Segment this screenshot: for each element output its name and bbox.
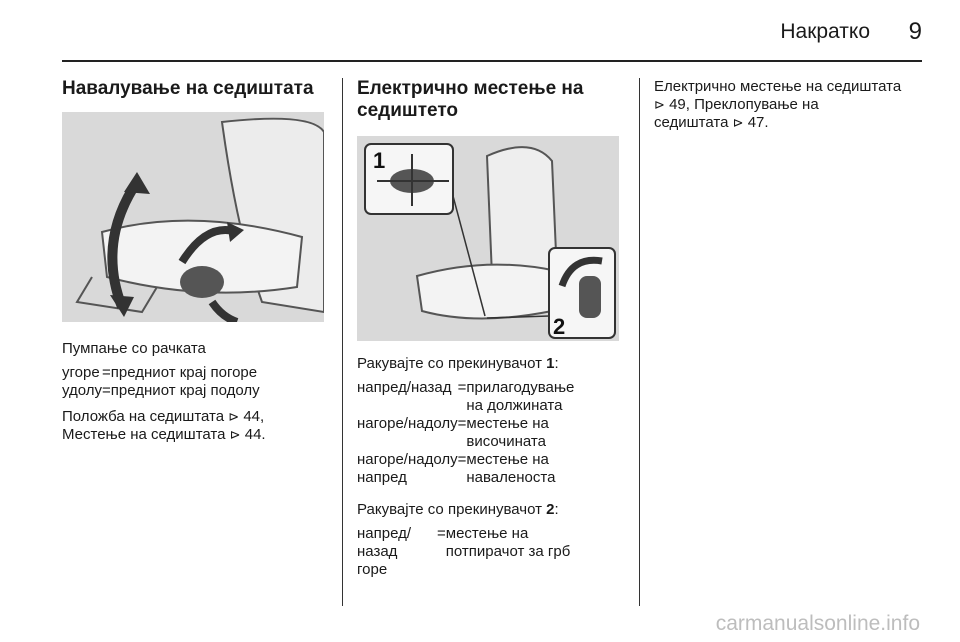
definition-row: [357, 415, 574, 451]
definition-row: [62, 382, 260, 400]
definition-equals: =: [437, 525, 446, 542]
ref-page[interactable]: 44,: [243, 408, 265, 425]
term-line: напред: [357, 469, 407, 486]
ref-text: Преклопување на: [694, 96, 819, 113]
definition-desc: [466, 415, 574, 451]
intro-colon: :: [554, 501, 559, 518]
section-heading-tilt: Навалување на седиштата: [62, 78, 314, 99]
ref-text: Електрично местење на седиштата: [654, 78, 902, 95]
definition-equals: =: [457, 415, 467, 432]
definition-desc: [466, 451, 574, 487]
definition-term: угоре: [62, 364, 100, 381]
switch-number: 1: [546, 355, 555, 372]
intro-colon: :: [554, 355, 559, 372]
intro-text: Ракувајте со прекинувачот: [357, 501, 542, 518]
ref-text: Положба на седиштата: [62, 408, 225, 425]
definition-desc: предниот крај погоре: [110, 364, 258, 381]
term-line: нагоре/надолу: [357, 451, 458, 468]
definition-term: нагоре/надолу: [357, 415, 458, 432]
definition-desc: предниот крај подолу: [110, 382, 260, 399]
definition-equals: =: [457, 379, 467, 396]
ref-page[interactable]: 49,: [669, 96, 690, 113]
desc-line: височината: [466, 433, 546, 450]
column-2: [357, 78, 625, 579]
electric-seat-drawing: [357, 136, 619, 341]
ref-page[interactable]: 47.: [747, 114, 769, 131]
ref-text: седиштата: [654, 114, 729, 131]
page-reference-icon: ⊳: [229, 427, 241, 442]
definition-desc: [466, 379, 574, 415]
definition-equals: =: [457, 451, 467, 468]
seat-tilt-illustration: [62, 112, 324, 322]
desc-line: местење на: [466, 415, 549, 432]
heading-line: седиштето: [357, 100, 458, 121]
desc-line: наваленоста: [466, 469, 556, 486]
definition-term: удолу: [62, 382, 103, 399]
column-divider-1: [342, 78, 343, 606]
column-divider-2: [639, 78, 640, 606]
page-number: 9: [908, 18, 922, 45]
intro-text: Ракувајте со прекинувачот: [357, 355, 542, 372]
figure-label-1: 1: [373, 148, 386, 173]
definition-table: [62, 364, 260, 400]
definition-equals: =: [102, 382, 111, 399]
figure-caption: Пумпање со рачката: [62, 340, 206, 357]
cross-reference-paragraph: [654, 78, 929, 132]
desc-line: прилагодување: [466, 379, 575, 396]
definition-term: [357, 525, 437, 579]
ref-text: Местење на седиштата: [62, 426, 226, 443]
column-3: [654, 78, 929, 132]
footer-watermark: carmanualsonline.info: [715, 612, 920, 635]
switch2-intro: [357, 501, 625, 519]
term-line: горе: [357, 561, 388, 578]
definition-term: напред/назад: [357, 379, 452, 396]
switch1-definition-table: [357, 379, 574, 487]
switch1-intro: [357, 355, 625, 373]
switch2-definition-table: [357, 525, 570, 579]
running-header: Накратко: [780, 20, 870, 43]
desc-line: на должината: [466, 397, 563, 414]
term-line: напред/: [357, 525, 412, 542]
term-line: назад: [357, 543, 398, 560]
definition-row: [357, 379, 574, 415]
switch-number: 2: [546, 501, 555, 518]
definition-row: [357, 451, 574, 487]
heading-line: Електрично местење на: [357, 78, 584, 99]
definition-row: [62, 364, 260, 382]
desc-line: потпирачот за грб: [445, 543, 571, 560]
desc-line: местење на: [466, 451, 549, 468]
definition-row: [357, 525, 570, 579]
header-rule: [62, 60, 922, 62]
page-reference-icon: ⊳: [732, 115, 744, 130]
column-1: [62, 78, 327, 444]
definition-term: [357, 451, 458, 487]
cross-reference-paragraph: [62, 408, 327, 444]
page-reference-icon: ⊳: [228, 409, 240, 424]
definition-desc: [446, 525, 571, 579]
section-heading-electric: [357, 78, 625, 122]
ref-page[interactable]: 44.: [244, 426, 266, 443]
definition-equals: =: [102, 364, 111, 381]
seat-tilt-drawing: [62, 112, 324, 322]
page-reference-icon: ⊳: [654, 97, 665, 112]
electric-seat-illustration: [357, 136, 619, 341]
desc-line: местење на: [445, 525, 529, 542]
figure-label-2: 2: [553, 314, 566, 339]
